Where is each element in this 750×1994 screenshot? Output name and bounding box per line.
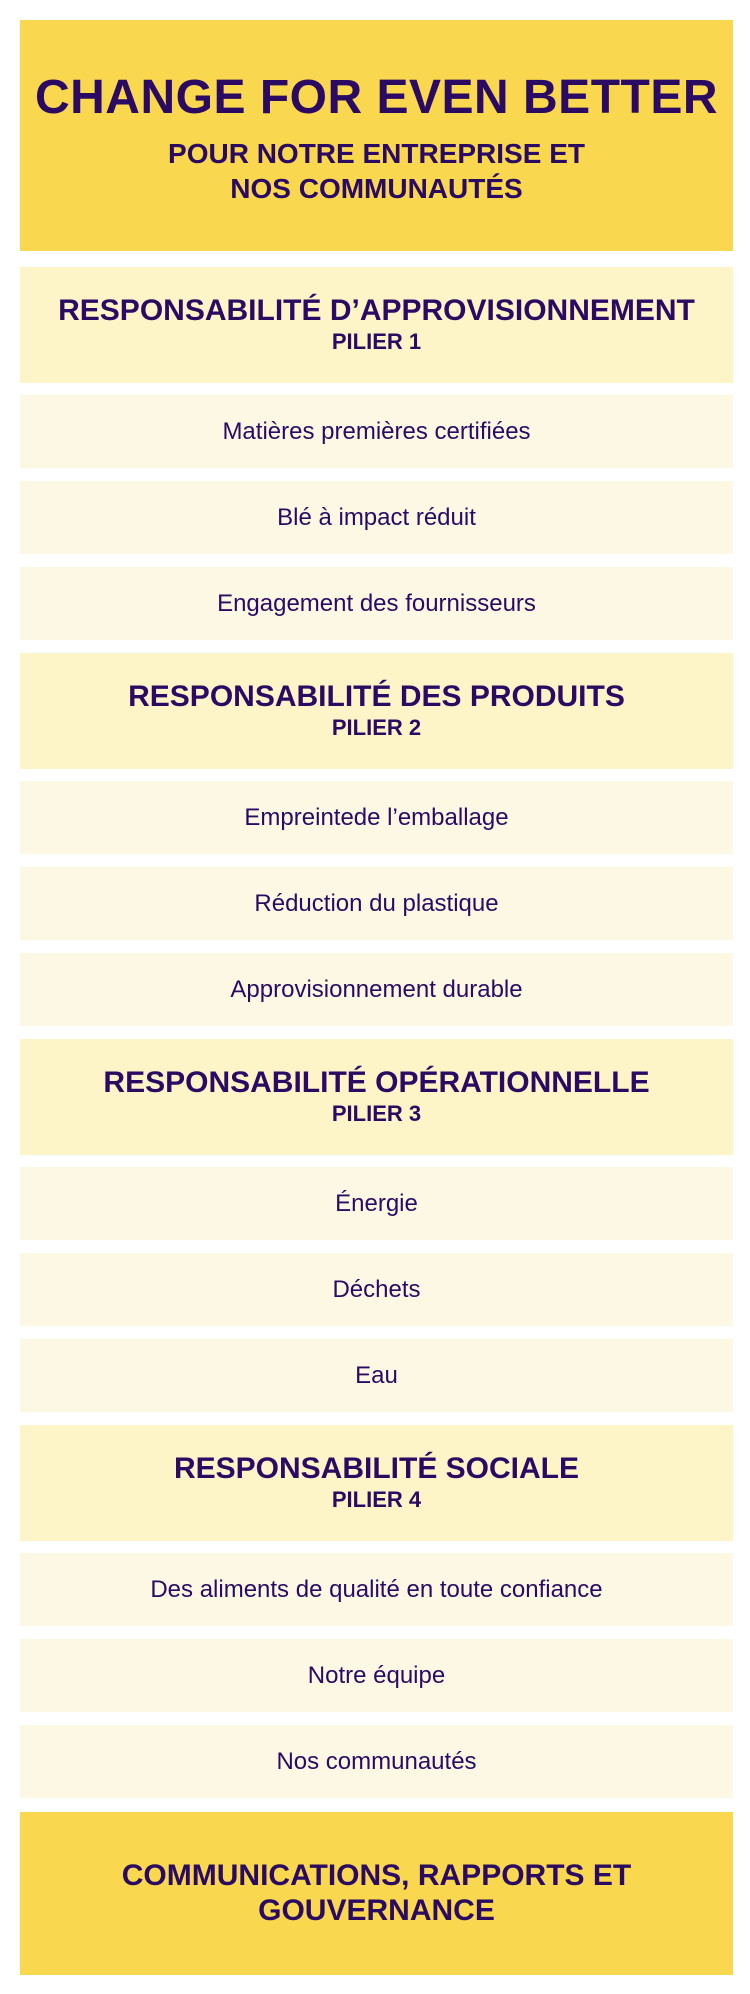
pillar-2-header bbox=[20, 653, 733, 769]
pillar-item-label: Blé à impact réduit bbox=[277, 503, 476, 531]
pillar-3-item-2 bbox=[20, 1253, 733, 1326]
pillar-3-title: RESPONSABILITÉ OPÉRATIONNELLE bbox=[103, 1066, 650, 1100]
pillar-2-title: RESPONSABILITÉ DES PRODUITS bbox=[128, 680, 625, 714]
pillar-4-item-1 bbox=[20, 1553, 733, 1626]
pillar-2-item-3 bbox=[20, 953, 733, 1026]
pillar-4-item-2 bbox=[20, 1639, 733, 1712]
pillar-item-label: Notre équipe bbox=[307, 1661, 446, 1689]
pillar-item-label: Déchets bbox=[332, 1275, 421, 1303]
pillar-item-label: Réduction du plastique bbox=[254, 889, 499, 917]
pillar-4-label: PILIER 4 bbox=[331, 1487, 422, 1513]
pillar-1-label: PILIER 1 bbox=[331, 329, 422, 355]
pillar-item-label: Eau bbox=[355, 1361, 398, 1389]
pillar-1-title: RESPONSABILITÉ D’APPROVISIONNEMENT bbox=[58, 294, 695, 328]
pillar-4-title: RESPONSABILITÉ SOCIALE bbox=[173, 1452, 580, 1486]
pillar-3-item-3 bbox=[20, 1339, 733, 1412]
page-title: CHANGE FOR EVEN BETTER bbox=[34, 70, 719, 124]
pillar-item-label: Nos communautés bbox=[276, 1747, 477, 1775]
pillar-1-item-3 bbox=[20, 567, 733, 640]
page-subtitle: POUR NOTRE ENTREPRISE ET NOS COMMUNAUTÉS bbox=[168, 137, 585, 204]
pillar-4-item-3 bbox=[20, 1725, 733, 1798]
pillar-3-label: PILIER 3 bbox=[331, 1101, 422, 1127]
pillar-item-label: Approvisionnement durable bbox=[230, 975, 523, 1003]
footer-title: COMMUNICATIONS, RAPPORTS ET GOUVERNANCE bbox=[121, 1859, 632, 1927]
pillar-item-label: Énergie bbox=[335, 1189, 418, 1217]
footer-banner bbox=[20, 1812, 733, 1975]
pillar-3-header bbox=[20, 1039, 733, 1155]
pillar-item-label: Des aliments de qualité en toute confiance bbox=[150, 1575, 603, 1603]
pillar-1-item-1 bbox=[20, 395, 733, 468]
pillar-2-item-1 bbox=[20, 781, 733, 854]
pillar-2-label: PILIER 2 bbox=[331, 715, 422, 741]
pillar-item-label: Engagement des fournisseurs bbox=[217, 589, 536, 617]
pillar-3-item-1 bbox=[20, 1167, 733, 1240]
pillar-1-item-2 bbox=[20, 481, 733, 554]
pillar-2-item-2 bbox=[20, 867, 733, 940]
pillar-item-label: Empreintede l’emballage bbox=[244, 803, 509, 831]
pillar-1-header bbox=[20, 267, 733, 383]
pillar-item-label: Matières premières certifiées bbox=[222, 417, 531, 445]
pillar-4-header bbox=[20, 1425, 733, 1541]
hero-banner bbox=[20, 20, 733, 251]
